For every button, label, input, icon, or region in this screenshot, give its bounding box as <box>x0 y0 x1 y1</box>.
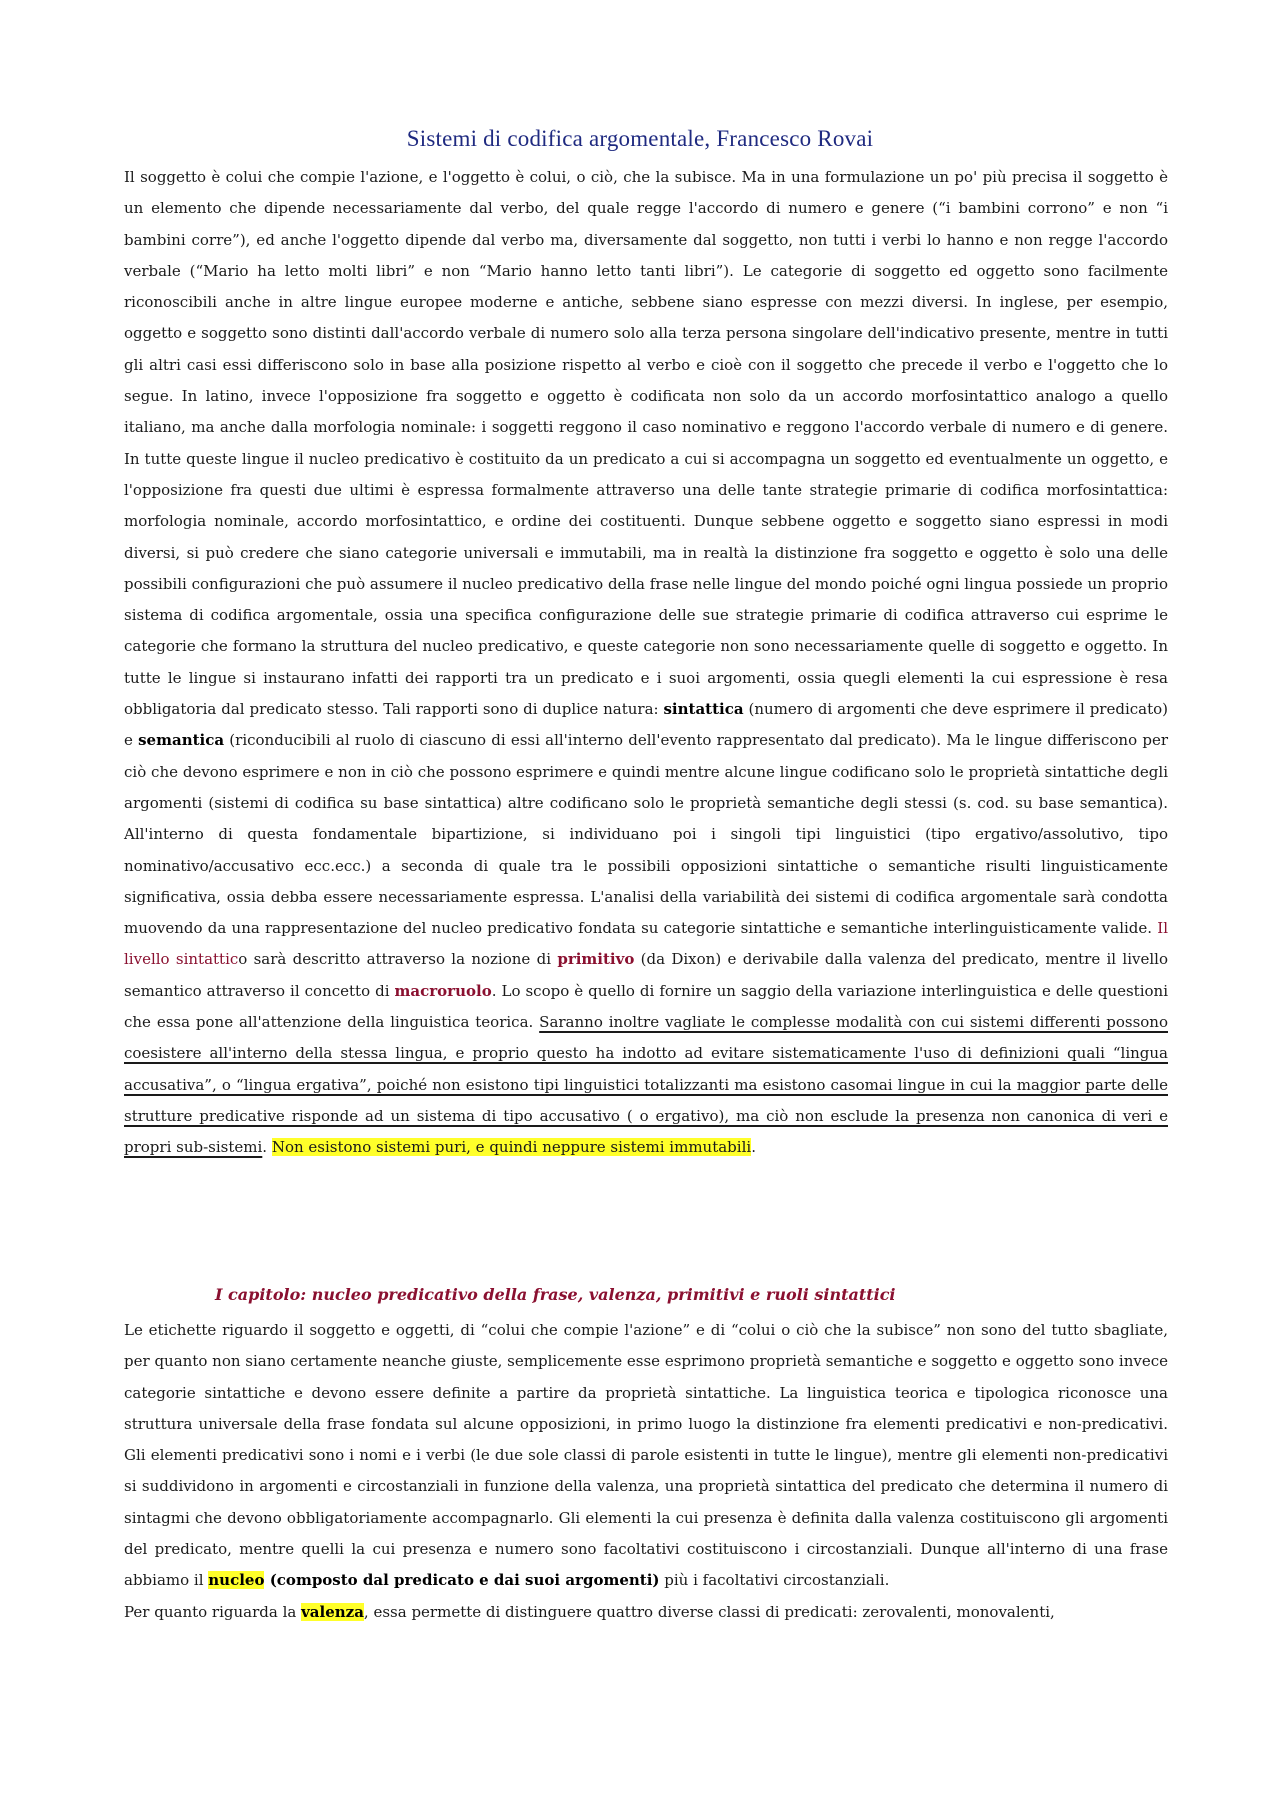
text-run: (riconducibili al ruolo di ciascuno di essi all'interno dell'evento rappresentato dal predicato). Ma le lingue differiscono per ciò che devono esprimere e non in ciò che possono esprimere e quindi mentre alcune lingue codificano solo le proprietà sintattiche degli argomenti (sistemi di codifica su base sintattica) altre codificano solo le proprietà semantiche degli stessi (s. cod. su base semantica). All'interno di questa fondamentale bipartizione, si individuano poi i singoli tipi linguistici (tipo ergativo/assolutivo, tipo nominativo/accusativo ecc.ecc.) a seconda di quale tra le possibili opposizioni sintattiche o semantiche risulti linguisticamente significativa, ossia debba essere necessariamente espressa. L'analisi della variabilità dei sistemi di codifica argomentale sarà condotta muovendo da una rappresentazione del nucleo predicativo fondata su categorie sintattiche e semantiche interlinguisticamente valide. <box>124 731 1168 938</box>
highlighted-sentence: Non esistono sistemi puri, e quindi neppure sistemi immutabili <box>271 1138 752 1157</box>
text-run: , essa permette di distinguere quattro diverse classi di predicati: zerovalenti, monovalenti, <box>363 1602 1055 1621</box>
red-text-livello-sintattico: Il livello sintattic <box>124 919 1168 969</box>
bold-term-semantica: semantica <box>138 731 225 750</box>
bold-term-sintattica: sintattica <box>663 700 744 719</box>
text-run: o sarà descritto attraverso la nozione di <box>238 950 558 969</box>
text-run: Per quanto riguarda la <box>124 1602 302 1621</box>
bold-phrase: (composto dal predicato e dai suoi argomenti) <box>264 1571 660 1590</box>
document-title: Sistemi di codifica argomentale, Francesco Rovai <box>406 126 874 151</box>
text-run: Il soggetto è colui che compie l'azione, e l'oggetto è colui, o ciò, che la subisce. Ma in una formulazione un po' più precisa il soggetto è un elemento che dipende necessariamente dal verbo, del quale regge l'accordo di numero e genere (“i bambini corrono” e non “i bambini corre”), ed anche l'oggetto dipende dal verbo ma, diversamente dal soggetto, non tutti i verbi lo hanno e non regge l'accordo verbale (“Mario ha letto molti libri” e non “Mario hanno letto tanti libri”). Le categorie di soggetto ed oggetto sono facilmente riconoscibili anche in altre lingue europee moderne e antiche, sebbene siano espresse con mezzi diversi. In inglese, per esempio, oggetto e soggetto sono distinti dall'accordo verbale di numero solo alla terza persona singolare dell'indicativo presente, mentre in tutti gli altri casi essi differiscono solo in base alla posizione rispetto al verbo e cioè con il soggetto che precede il verbo e l'oggetto che lo segue. In latino, invece l'opposizione fra soggetto e oggetto è codificata non solo da un accordo morfosintattico analogo a quello italiano, ma anche dalla morfologia nominale: i soggetti reggono il caso nominativo e reggono l'accordo verbale di numero e di genere. In tutte queste lingue il nucleo predicativo è costituito da un predicato a cui si accompagna un soggetto ed eventualmente un oggetto, e l'opposizione fra questi due ultimi è espressa formalmente attraverso una delle tante strategie primarie di codifica morfosintattica: morfologia nominale, accordo morfosintattico, e ordine dei costituenti. Dunque sebbene oggetto e soggetto siano espressi in modi diversi, si può credere che siano categorie universali e immutabili, ma in realtà la distinzione fra soggetto e oggetto è solo una delle possibili configurazioni che può assumere il nucleo predicativo della frase nelle lingue del mondo poiché ogni lingua possiede un proprio sistema di codifica argomentale, ossia una specifica configurazione delle sue strategie primarie di codifica attraverso cui esprime le categorie che formano la struttura del nucleo predicativo, e queste categorie non sono necessariamente quelle di soggetto e oggetto. In tutte le lingue si instaurano infatti dei rapporti tra un predicato e i suoi argomenti, ossia quegli elementi la cui espressione è resa obbligatoria dal predicato stesso. Tali rapporti sono di duplice natura: <box>124 168 1168 719</box>
highlighted-bold-term-valenza: valenza <box>301 1602 364 1621</box>
text-run: . Lo scopo è quello di fornire un saggio della variazione interlinguistica e delle questioni che essa pone all'attenzione della linguistica teorica. <box>124 981 1168 1032</box>
red-bold-term-macroruolo: macroruolo <box>394 981 492 1000</box>
text-run: (da Dixon) e derivabile dalla valenza del predicato, mentre il livello semantico attraverso il concetto di <box>124 950 1168 1000</box>
red-bold-term-primitivo: primitivo <box>557 950 635 969</box>
chapter-heading: I capitolo: nucleo predicativo della frase, valenza, primitivi e ruoli sintattici <box>215 1285 896 1304</box>
intro-paragraph <box>124 162 1168 1164</box>
highlighted-bold-term-nucleo: nucleo <box>208 1571 265 1590</box>
text-run: (numero di argomenti che deve esprimere il predicato) e <box>124 700 1168 750</box>
text-run: Le etichette riguardo il soggetto e oggetti, di “colui che compie l'azione” e di “colui o ciò che la subisce” non sono del tutto sbagliate, per quanto non siano certamente neanche giuste, semplicemente esse esprimono proprietà semantiche e soggetto e oggetto sono invece categorie sintattiche e devono essere definite a partire da proprietà sintattiche. La linguistica teorica e tipologica riconosce una struttura universale della frase fondata sul alcune opposizioni, in primo luogo la distinzione fra elementi predicativi e non-predicativi. Gli elementi predicativi sono i nomi e i verbi (le due sole classi di parole esistenti in tutte le lingue), mentre gli elementi non-predicativi si suddividono in argomenti e circostanziali in funzione della valenza, una proprietà sintattica del predicato che determina il numero di sintagmi che devono obbligatoriamente accompagnarlo. Gli elementi la cui presenza è definita dalla valenza costituiscono gli argomenti del predicato, mentre quelli la cui presenza e numero sono facoltativi costituiscono i circostanziali. Dunque all'interno di una frase abbiamo il <box>124 1321 1168 1590</box>
underlined-passage: Saranno inoltre vagliate le complesse modalità con cui sistemi differenti possono coesistere all'interno della stessa lingua, e proprio questo ha indotto ad evitare sistematicamente l'uso di definizioni quali “lingua accusativa”, o “lingua ergativa”, poiché non esistono tipi linguistici totalizzanti ma esistono casomai lingue in cui la maggior parte delle strutture predicative risponde ad un sistema di tipo accusativo ( o ergativo), ma ciò non esclude la presenza non canonica di veri e propri sub-sistemi <box>124 1013 1168 1157</box>
text-run: . <box>751 1138 756 1157</box>
text-run: . <box>262 1138 272 1157</box>
chapter-paragraph <box>124 1315 1168 1628</box>
text-run: più i facoltativi circostanziali. <box>659 1571 890 1590</box>
